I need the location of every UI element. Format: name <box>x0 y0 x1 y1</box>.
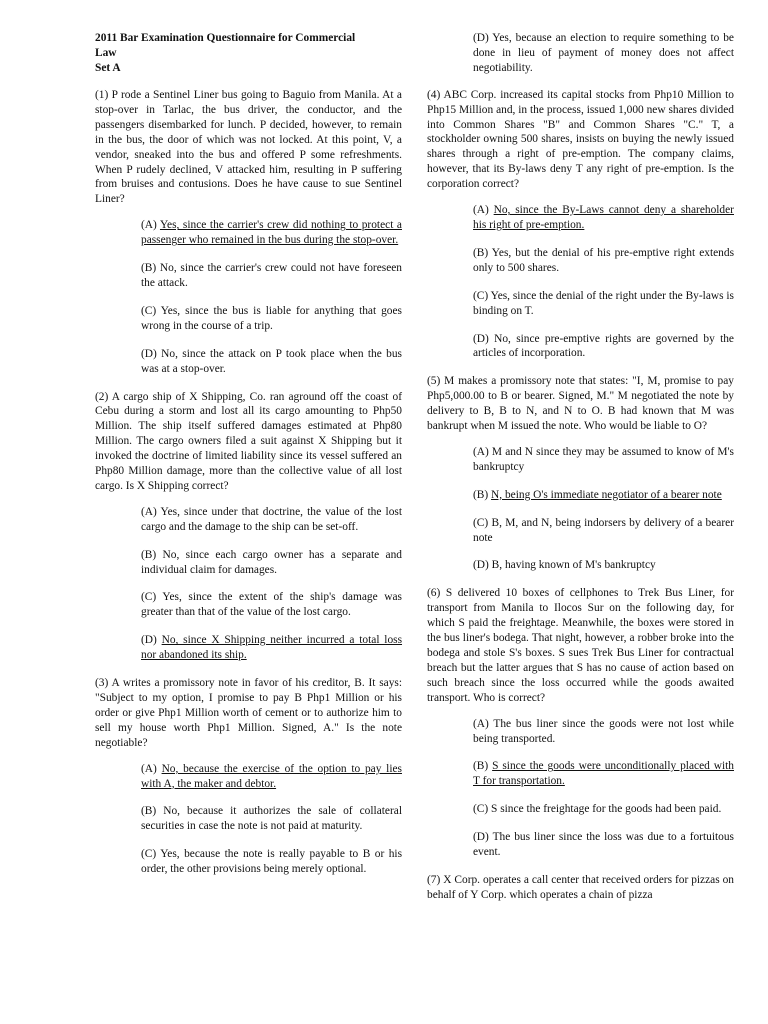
option-label: (A) <box>141 219 160 232</box>
option-label: (A) <box>141 762 162 775</box>
question-4-option-a <box>473 203 734 233</box>
question-3-option-d: (D) Yes, because an election to require something to be done in lieu of payment of money does not affect negotiability. <box>473 32 734 74</box>
question-5-option-b <box>473 488 734 503</box>
question-3-option-a <box>141 762 402 792</box>
question-5-option-c: (C) B, M, and N, being indorsers by delivery of a bearer note <box>473 516 734 544</box>
option-label: (B) <box>473 760 493 773</box>
document-heading <box>95 31 402 76</box>
question-3-option-b: (B) No, because it authorizes the sale of collateral securities in case the note is not paid at maturity. <box>141 805 402 833</box>
question-2-option-d <box>141 633 402 663</box>
question-5-stem: (5) M makes a promissory note that states: "I, M, promise to pay Php5,000.00 to B or bearer. Signed, M." M negotiated the note by delivery to B, B to N, and N to O. B had known that M was bankrupt when M issued the note. Who would be liable to O? <box>427 375 734 433</box>
question-4-stem: (4) ABC Corp. increased its capital stocks from Php10 Million to Php15 Million and, in the process, issued 1,000 new shares divided into Common Shares "B" and Common Shares "C." T, a stockholder owning 500 shares, insists on buying the newly issued shares through a right of pre-emption. The company claims, however, that its By-laws deny T any right of pre-emption. Is the corporation correct? <box>427 88 734 191</box>
option-label: (B) <box>473 488 492 501</box>
underlined-answer: No, since the By-Laws cannot deny a shareholder his right of pre-emption. <box>473 204 734 231</box>
option-label: (D) <box>141 634 162 647</box>
question-6-option-d: (D) The bus liner since the loss was due to a fortuitous event. <box>473 831 734 859</box>
question-6-option-c: (C) S since the freightage for the goods had been paid. <box>473 803 722 816</box>
left-column <box>95 31 402 890</box>
question-3-option-c: (C) Yes, because the note is really payable to B or his order, the other provisions being merely optional. <box>141 848 402 876</box>
question-2-option-b: (B) No, since each cargo owner has a separate and individual claim for damages. <box>141 548 402 576</box>
underlined-answer: N, being O's immediate negotiator of a bearer note <box>491 488 722 501</box>
question-1-stem: (1) P rode a Sentinel Liner bus going to Baguio from Manila. At a stop-over in Tarlac, the bus driver, the conductor, and the passengers disembarked for lunch. P decided, however, to remain in the bus, the door of which was not locked. At this point, V, a vendor, sneaked into the bus and offered P some refreshments. When P rudely declined, V attacked him, resulting in P suffering from bruises and contusions. Does he have cause to sue Sentinel Liner? <box>95 89 402 206</box>
question-6-option-b <box>473 759 734 789</box>
question-3-stem: (3) A writes a promissory note in favor of his creditor, B. It says: "Subject to my option, I promise to pay B Php1 Million or his order or give Php1 Million worth of cement or to authorize him to sell my house worth Php1 Million. Signed, A." Is the note negotiable? <box>95 677 402 749</box>
heading-line-1: 2011 Bar Examination Questionnaire for Commercial <box>95 32 356 44</box>
question-1-option-c: (C) Yes, since the bus is liable for anything that goes wrong in the course of a trip. <box>141 304 402 332</box>
question-7-stem: (7) X Corp. operates a call center that received orders for pizzas on behalf of Y Corp. which operates a chain of pizza <box>427 873 734 901</box>
question-1-option-b: (B) No, since the carrier's crew could not have foreseen the attack. <box>141 262 402 289</box>
question-6-option-a: (A) The bus liner since the goods were not lost while being transported. <box>473 717 734 745</box>
question-2-stem: (2) A cargo ship of X Shipping, Co. ran aground off the coast of Cebu during a storm and lost all its cargo amounting to Php50 Million. The ship itself suffered damages estimated at Php80 Million. The cargo owners filed a suit against X Shipping but it invoked the doctrine of limited liability since its vessel suffered an Php80 Million damage, more than the collective value of all lost cargo. Is X Shipping correct? <box>95 390 402 492</box>
underlined-answer: Yes, since the carrier's crew did nothing to protect a passenger who remained in the bus during the stop-over. <box>141 219 402 247</box>
underlined-answer: No, since X Shipping neither incurred a total loss nor abandoned its ship. <box>141 634 403 662</box>
question-1-option-d: (D) No, since the attack on P took place when the bus was at a stop-over. <box>141 347 402 375</box>
underlined-answer: No, because the exercise of the option to pay lies with A, the maker and debtor. <box>141 762 402 790</box>
option-label: (A) <box>473 204 494 217</box>
question-4-option-c: (C) Yes, since the denial of the right under the By-laws is binding on T. <box>473 289 734 317</box>
question-4-option-d: (D) No, since pre-emptive rights are governed by the articles of incorporation. <box>473 332 734 360</box>
question-2-option-a: (A) Yes, since under that doctrine, the value of the lost cargo and the damage to the ship can be set-off. <box>141 505 402 533</box>
question-2-option-c: (C) Yes, since the extent of the ship's damage was greater than that of the value of the lost cargo. <box>141 591 402 619</box>
question-6-stem: (6) S delivered 10 boxes of cellphones to Trek Bus Liner, for transport from Manila to Ilocos Sur on the following day, for which S paid the freightage. Meanwhile, the boxes were stored in the bus liner's bodega. That night, however, a robber broke into the bodega and stole S's boxes. S sues Trek Bus Liner for contractual breach but the latter argues that S has no cause of action based on such breach since the loss occurred while the goods awaited transport. Who is correct? <box>427 587 734 704</box>
question-4-option-b: (B) Yes, but the denial of his pre-emptive right extends only to 500 shares. <box>473 246 734 274</box>
question-5-option-d: (D) B, having known of M's bankruptcy <box>473 559 656 572</box>
question-1-option-a <box>141 218 402 248</box>
right-column <box>427 31 734 914</box>
question-5-option-a: (A) M and N since they may be assumed to know of M's bankruptcy <box>473 445 734 473</box>
heading-line-2: Law <box>95 47 117 59</box>
heading-line-3: Set A <box>95 62 121 74</box>
underlined-answer: S since the goods were unconditionally placed with T for transportation. <box>473 760 734 788</box>
